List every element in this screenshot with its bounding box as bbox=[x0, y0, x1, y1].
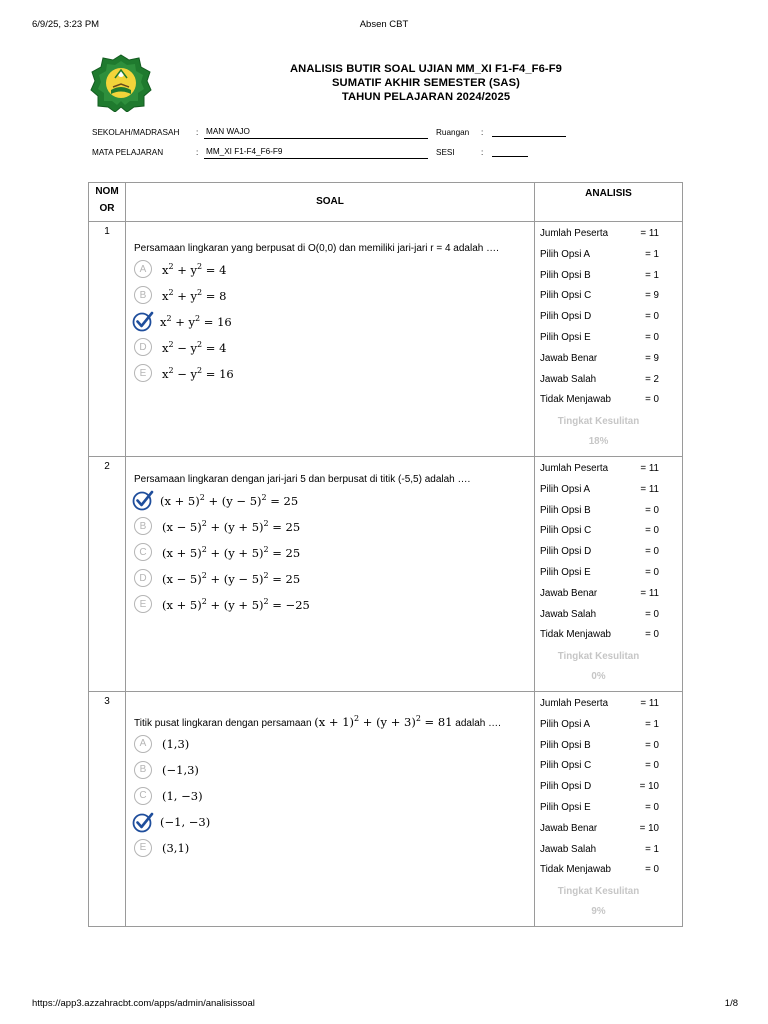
stat-row bbox=[535, 328, 682, 349]
stat-row bbox=[535, 584, 682, 605]
option-formula: $x^2 - y^2 = 16$ bbox=[162, 365, 234, 381]
answer-option bbox=[134, 835, 534, 861]
stat-label: Tidak Menjawab bbox=[540, 394, 611, 406]
option-formula: (1, −3) bbox=[162, 788, 203, 803]
stat-value: = 10 bbox=[639, 781, 659, 793]
stat-label: Pilih Opsi E bbox=[540, 566, 591, 578]
stat-value: = 11 bbox=[640, 587, 659, 599]
question-text: Persamaan lingkaran dengan jari-jari 5 dan berpusat di titik (-5,5) adalah …. bbox=[134, 474, 471, 485]
option-formula: $(x - 5)^2 + (y + 5)^2 = 25$ bbox=[162, 518, 301, 534]
analysis-table bbox=[88, 182, 683, 927]
stat-row bbox=[535, 286, 682, 307]
page-number: 1/8 bbox=[724, 998, 738, 1009]
answer-option bbox=[134, 487, 534, 513]
stat-value: = 0 bbox=[645, 525, 659, 537]
header-no-line-2: OR bbox=[99, 203, 115, 214]
stat-label: Pilih Opsi D bbox=[540, 311, 592, 323]
option-formula: $x^2 - y^2 = 4$ bbox=[162, 339, 227, 355]
stat-row bbox=[535, 563, 682, 584]
page-url: https://app3.azzahracbt.com/apps/admin/analisissoal bbox=[32, 998, 255, 1009]
analysis-stats bbox=[535, 457, 683, 692]
answer-option bbox=[134, 757, 534, 783]
stat-row bbox=[535, 777, 682, 798]
stat-row bbox=[535, 736, 682, 757]
stat-label: Jawab Salah bbox=[540, 608, 597, 620]
option-formula: $x^2 + y^2 = 4$ bbox=[162, 261, 227, 277]
stat-label: Jumlah Peserta bbox=[540, 463, 609, 474]
print-datetime: 6/9/25, 3:23 PM bbox=[32, 19, 100, 30]
answer-option bbox=[134, 783, 534, 809]
option-letter-badge: D bbox=[134, 569, 152, 587]
stat-value: = 0 bbox=[645, 394, 659, 406]
title-line-3: TAHUN PELAJARAN 2024/2025 bbox=[341, 91, 511, 103]
stat-value: = 0 bbox=[645, 566, 659, 578]
stat-label: Pilih Opsi C bbox=[540, 290, 592, 302]
option-letter-badge: E bbox=[134, 364, 152, 382]
kemenag-emblem-icon bbox=[89, 54, 153, 112]
title-line-2: SUMATIF AKHIR SEMESTER (SAS) bbox=[331, 77, 520, 89]
stat-value: = 11 bbox=[640, 228, 659, 239]
stat-label: Tidak Menjawab bbox=[540, 629, 611, 641]
report-title bbox=[200, 62, 652, 104]
answer-option bbox=[134, 565, 534, 591]
stat-label: Jumlah Peserta bbox=[540, 228, 609, 239]
room-row bbox=[92, 126, 592, 142]
question-content bbox=[126, 457, 535, 692]
option-letter-badge: C bbox=[134, 543, 152, 561]
stat-label: Tidak Menjawab bbox=[540, 864, 611, 876]
answer-option bbox=[134, 539, 534, 565]
stat-row bbox=[535, 349, 682, 370]
stat-row bbox=[535, 266, 682, 287]
stat-label: Jawab Benar bbox=[540, 587, 598, 599]
school-label: SEKOLAH/MADRASAH bbox=[92, 128, 180, 137]
difficulty-value: 0% bbox=[591, 670, 606, 682]
difficulty-value: 18% bbox=[588, 435, 609, 447]
stat-row bbox=[535, 307, 682, 328]
stat-label: Pilih Opsi B bbox=[540, 269, 591, 281]
question-number: 3 bbox=[89, 692, 126, 927]
stat-row bbox=[535, 625, 682, 646]
option-formula: $(x + 5)^2 + (y + 5)^2 = -25$ bbox=[162, 596, 310, 612]
stat-label: Pilih Opsi B bbox=[540, 739, 591, 751]
stat-label: Pilih Opsi E bbox=[540, 331, 591, 343]
header-no-line-1: NOM bbox=[95, 186, 119, 197]
stat-row bbox=[535, 224, 682, 245]
stat-value: = 10 bbox=[639, 822, 659, 834]
stat-value: = 1 bbox=[645, 248, 659, 260]
stat-value: = 11 bbox=[640, 698, 659, 709]
print-title: Absen CBT bbox=[359, 19, 409, 30]
analysis-stats bbox=[535, 222, 683, 457]
option-letter-badge: A bbox=[134, 260, 152, 278]
header-no bbox=[89, 183, 126, 222]
question-row bbox=[89, 692, 683, 927]
header-analysis: ANALISIS bbox=[535, 183, 683, 222]
option-letter-badge: E bbox=[134, 839, 152, 857]
answer-option bbox=[134, 334, 534, 360]
option-letter-badge: C bbox=[134, 787, 152, 805]
stat-row bbox=[535, 501, 682, 522]
stat-row bbox=[535, 459, 682, 480]
question-content bbox=[126, 692, 535, 927]
answer-option bbox=[134, 360, 534, 386]
colon: : bbox=[196, 128, 199, 137]
analysis-stats bbox=[535, 692, 683, 927]
stat-row bbox=[535, 819, 682, 840]
option-formula: (3,1) bbox=[162, 840, 190, 855]
stat-row bbox=[535, 370, 682, 391]
option-letter-badge: D bbox=[134, 338, 152, 356]
stat-value: = 0 bbox=[645, 311, 659, 323]
question-text-part: Titik pusat lingkaran dengan persamaan bbox=[134, 717, 312, 729]
option-letter-badge: A bbox=[134, 735, 152, 753]
correct-check-icon bbox=[132, 811, 154, 833]
room-label: Ruangan bbox=[436, 128, 470, 137]
option-letter-badge: B bbox=[134, 761, 152, 779]
option-letter-badge: B bbox=[134, 517, 152, 535]
question-content bbox=[126, 222, 535, 457]
option-formula: $x^2 + y^2 = 16$ bbox=[160, 313, 232, 329]
stat-row bbox=[535, 521, 682, 542]
question-number: 2 bbox=[89, 457, 126, 692]
stat-value: = 1 bbox=[645, 718, 659, 730]
question-text bbox=[134, 712, 512, 731]
correct-check-icon bbox=[132, 489, 154, 511]
stat-label: Pilih Opsi C bbox=[540, 525, 592, 537]
answer-option bbox=[134, 256, 534, 282]
stat-row bbox=[535, 605, 682, 626]
question-text: Persamaan lingkaran yang berpusat di O(0,0) dan memiliki jari-jari r = 4 adalah …. bbox=[134, 243, 499, 254]
option-letter-badge: B bbox=[134, 286, 152, 304]
table-header-row bbox=[89, 183, 683, 222]
room-blank bbox=[492, 136, 566, 137]
stat-row bbox=[535, 542, 682, 563]
stat-row bbox=[535, 694, 682, 715]
answer-option bbox=[134, 731, 534, 757]
print-footer bbox=[0, 984, 768, 1024]
colon: : bbox=[481, 128, 484, 137]
stat-row bbox=[535, 715, 682, 736]
option-formula: (−1,3) bbox=[162, 762, 199, 777]
stat-label: Pilih Opsi C bbox=[540, 760, 592, 772]
question-row bbox=[89, 222, 683, 457]
stat-value: = 0 bbox=[645, 801, 659, 813]
stat-label: Pilih Opsi A bbox=[540, 718, 591, 730]
option-formula: $(x - 5)^2 + (y - 5)^2 = 25$ bbox=[162, 570, 301, 586]
question-number: 1 bbox=[89, 222, 126, 457]
stat-label: Pilih Opsi D bbox=[540, 546, 592, 558]
stat-row bbox=[535, 860, 682, 881]
stat-label: Jawab Salah bbox=[540, 373, 597, 385]
answer-option bbox=[134, 282, 534, 308]
stat-value: = 0 bbox=[645, 629, 659, 641]
difficulty-label: Tingkat Kesulitan bbox=[557, 886, 640, 898]
answer-option bbox=[134, 591, 534, 617]
option-letter-badge: E bbox=[134, 595, 152, 613]
correct-check-icon bbox=[132, 310, 154, 332]
question-text-part: adalah …. bbox=[455, 717, 501, 729]
difficulty-label: Tingkat Kesulitan bbox=[557, 651, 640, 663]
stat-label: Pilih Opsi D bbox=[540, 781, 592, 793]
school-value: MAN WAJO bbox=[204, 127, 428, 139]
stat-value: = 0 bbox=[645, 608, 659, 620]
print-header bbox=[0, 0, 768, 40]
stat-value: = 0 bbox=[645, 760, 659, 772]
subject-value: MM_XI F1-F4_F6-F9 bbox=[204, 147, 428, 159]
stat-row bbox=[535, 390, 682, 411]
difficulty-value: 9% bbox=[591, 905, 606, 917]
stat-label: Pilih Opsi A bbox=[540, 483, 591, 495]
question-inline-math: $(x + 1)^2 + (y + 3)^2 = 81$ bbox=[314, 714, 453, 729]
option-formula: $(x + 5)^2 + (y + 5)^2 = 25$ bbox=[162, 544, 301, 560]
title-line-1: ANALISIS BUTIR SOAL UJIAN MM_XI F1-F4_F6-F9 bbox=[289, 63, 562, 75]
answer-option bbox=[134, 809, 534, 835]
stat-value: = 11 bbox=[640, 483, 659, 495]
stat-label: Jumlah Peserta bbox=[540, 698, 609, 709]
stat-value: = 1 bbox=[645, 269, 659, 281]
subject-label: MATA PELAJARAN bbox=[92, 148, 164, 157]
stat-label: Pilih Opsi E bbox=[540, 801, 591, 813]
question-row bbox=[89, 457, 683, 692]
stat-label: Pilih Opsi A bbox=[540, 248, 591, 260]
stat-label: Pilih Opsi B bbox=[540, 504, 591, 516]
option-formula: $(x + 5)^2 + (y - 5)^2 = 25$ bbox=[160, 492, 299, 508]
stat-row bbox=[535, 480, 682, 501]
option-formula: (1,3) bbox=[162, 736, 190, 751]
colon: : bbox=[196, 148, 199, 157]
stat-label: Jawab Benar bbox=[540, 822, 598, 834]
stat-label: Jawab Benar bbox=[540, 352, 598, 364]
option-formula: $x^2 + y^2 = 8$ bbox=[162, 287, 227, 303]
stat-row bbox=[535, 798, 682, 819]
stat-value: = 0 bbox=[645, 739, 659, 751]
stat-value: = 1 bbox=[645, 843, 659, 855]
stat-value: = 0 bbox=[645, 504, 659, 516]
stat-value: = 9 bbox=[645, 290, 659, 302]
session-label: SESI bbox=[436, 148, 455, 157]
stat-value: = 2 bbox=[645, 373, 659, 385]
stat-value: = 0 bbox=[645, 864, 659, 876]
colon: : bbox=[481, 148, 484, 157]
stat-value: = 9 bbox=[645, 352, 659, 364]
difficulty-label: Tingkat Kesulitan bbox=[557, 416, 640, 428]
stat-row bbox=[535, 756, 682, 777]
session-blank bbox=[492, 156, 528, 157]
option-formula: (−1, −3) bbox=[160, 814, 211, 829]
stat-value: = 0 bbox=[645, 331, 659, 343]
stat-value: = 0 bbox=[645, 546, 659, 558]
header-soal: SOAL bbox=[126, 183, 535, 222]
stat-row bbox=[535, 245, 682, 266]
answer-option bbox=[134, 308, 534, 334]
session-row bbox=[92, 146, 592, 162]
answer-option bbox=[134, 513, 534, 539]
stat-row bbox=[535, 840, 682, 861]
stat-label: Jawab Salah bbox=[540, 843, 597, 855]
stat-value: = 11 bbox=[640, 463, 659, 474]
